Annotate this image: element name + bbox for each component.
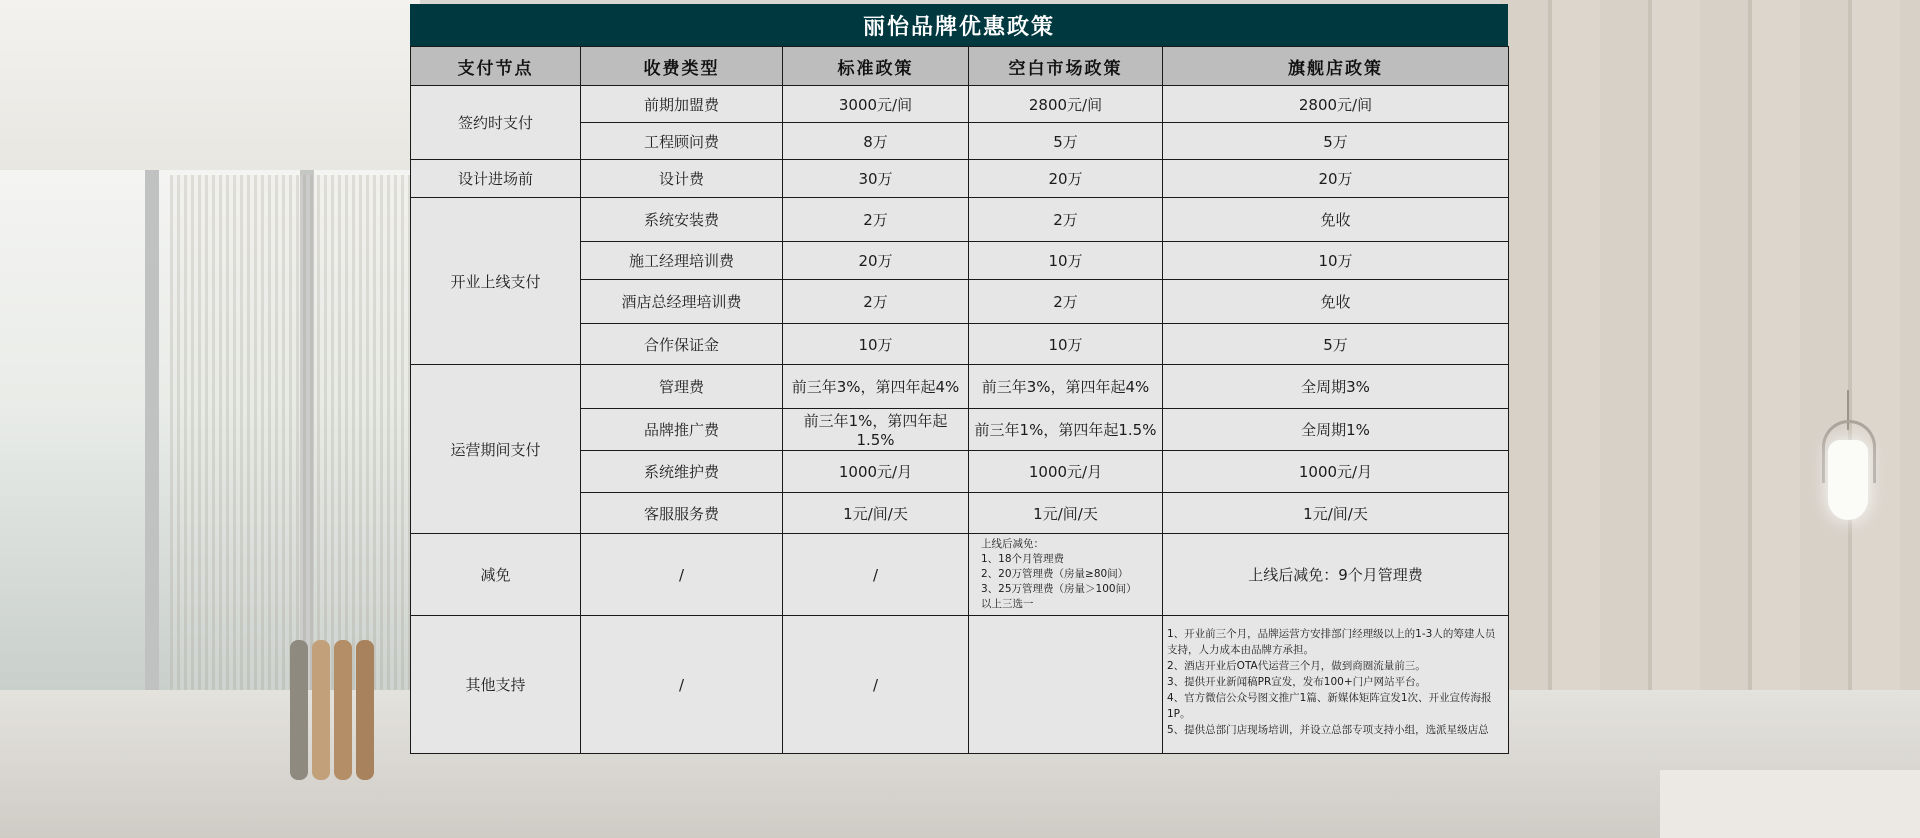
background-chair: [334, 640, 352, 780]
flagship-cell: 10万: [1163, 242, 1509, 280]
standard-cell: 10万: [783, 324, 969, 365]
flagship-cell: 全周期1%: [1163, 409, 1509, 451]
standard-cell: 30万: [783, 160, 969, 198]
standard-cell: 2万: [783, 280, 969, 324]
flagship-cell: 全周期3%: [1163, 365, 1509, 409]
blank-market-cell: 前三年1%，第四年起1.5%: [969, 409, 1163, 451]
background-chair: [356, 640, 374, 780]
blank-market-cell: 10万: [969, 242, 1163, 280]
fee-type-cell: 施工经理培训费: [581, 242, 783, 280]
payment-node-cell: 设计进场前: [411, 160, 581, 198]
fee-type-cell: 客服服务费: [581, 493, 783, 534]
standard-cell: 前三年3%，第四年起4%: [783, 365, 969, 409]
table-row-other-support: [411, 616, 1509, 754]
standard-cell: 20万: [783, 242, 969, 280]
background-cabinet: [1660, 770, 1920, 838]
header-flagship-policy: 旗舰店政策: [1163, 47, 1509, 86]
flagship-cell: 20万: [1163, 160, 1509, 198]
blank-market-cell: 20万: [969, 160, 1163, 198]
payment-node-cell: 运营期间支付: [411, 365, 581, 534]
fee-type-cell: 设计费: [581, 160, 783, 198]
flagship-cell: 1000元/月: [1163, 451, 1509, 493]
table-row: [411, 86, 1509, 123]
standard-cell: 3000元/间: [783, 86, 969, 123]
blank-market-cell: 前三年3%，第四年起4%: [969, 365, 1163, 409]
fee-type-cell: /: [581, 616, 783, 754]
lamp-glass: [1828, 440, 1868, 520]
header-payment-node: 支付节点: [411, 47, 581, 86]
flagship-cell: 2800元/间: [1163, 86, 1509, 123]
standard-cell: /: [783, 616, 969, 754]
header-blank-market-policy: 空白市场政策: [969, 47, 1163, 86]
flagship-support-cell: [1163, 616, 1509, 754]
reduction-line: 1、18个月管理费: [981, 553, 1065, 565]
policy-document: [410, 4, 1508, 754]
fee-type-cell: 品牌推广费: [581, 409, 783, 451]
reduction-line: 上线后减免：: [981, 538, 1044, 550]
fee-type-cell: /: [581, 534, 783, 616]
payment-node-cell: 开业上线支付: [411, 198, 581, 365]
blank-market-cell: 2800元/间: [969, 86, 1163, 123]
table-row: [411, 365, 1509, 409]
reduction-line: 以上三选一: [981, 598, 1034, 610]
payment-node-cell: 其他支持: [411, 616, 581, 754]
blank-market-cell: 1000元/月: [969, 451, 1163, 493]
table-row: [411, 160, 1509, 198]
fee-type-cell: 管理费: [581, 365, 783, 409]
background-pendant-lamp: [1822, 420, 1874, 540]
flagship-cell: 1元/间/天: [1163, 493, 1509, 534]
flagship-reduction-cell: 上线后减免：9个月管理费: [1163, 534, 1509, 616]
flagship-cell: 5万: [1163, 123, 1509, 160]
fee-type-cell: 工程顾问费: [581, 123, 783, 160]
payment-node-cell: 减免: [411, 534, 581, 616]
support-line: 5、提供总部门店现场培训，并设立总部专项支持小组，选派星级店总: [1167, 724, 1489, 736]
fee-type-cell: 系统维护费: [581, 451, 783, 493]
flagship-cell: 免收: [1163, 280, 1509, 324]
blank-market-cell: 1元/间/天: [969, 493, 1163, 534]
standard-cell: /: [783, 534, 969, 616]
payment-node-cell: 签约时支付: [411, 86, 581, 160]
header-standard-policy: 标准政策: [783, 47, 969, 86]
fee-type-cell: 前期加盟费: [581, 86, 783, 123]
blank-market-cell: 5万: [969, 123, 1163, 160]
reduction-line: 2、20万管理费（房量≥80间）: [981, 568, 1129, 580]
table-header-row: [411, 47, 1509, 86]
support-line: 1、开业前三个月，品牌运营方安排部门经理级以上的1-3人的筹建人员支持，人力成本由品牌方承担。: [1167, 628, 1496, 656]
fee-type-cell: 系统安装费: [581, 198, 783, 242]
standard-cell: 1000元/月: [783, 451, 969, 493]
policy-table: [410, 46, 1509, 754]
standard-cell: 1元/间/天: [783, 493, 969, 534]
blank-market-reduction-cell: [969, 534, 1163, 616]
standard-cell: 2万: [783, 198, 969, 242]
document-title: 丽怡品牌优惠政策: [410, 4, 1508, 46]
reduction-line: 3、25万管理费（房量＞100间）: [981, 583, 1137, 595]
background-chair: [290, 640, 308, 780]
background-ceiling: [0, 0, 420, 180]
table-row: [411, 198, 1509, 242]
flagship-cell: 免收: [1163, 198, 1509, 242]
standard-cell: 8万: [783, 123, 969, 160]
header-fee-type: 收费类型: [581, 47, 783, 86]
standard-cell: 前三年1%，第四年起1.5%: [783, 409, 969, 451]
blank-market-cell: 2万: [969, 280, 1163, 324]
table-row-reduction: [411, 534, 1509, 616]
fee-type-cell: 酒店总经理培训费: [581, 280, 783, 324]
support-line: 2、酒店开业后OTA代运营三个月，做到商圈流量前三。: [1167, 660, 1426, 672]
blank-market-cell: 10万: [969, 324, 1163, 365]
fee-type-cell: 合作保证金: [581, 324, 783, 365]
background-chair: [312, 640, 330, 780]
flagship-cell: 5万: [1163, 324, 1509, 365]
support-line: 3、提供开业新闻稿PR宣发，发布100+门户网站平台。: [1167, 676, 1427, 688]
blank-market-cell: [969, 616, 1163, 754]
blank-market-cell: 2万: [969, 198, 1163, 242]
support-line: 4、官方微信公众号图文推广1篇、新媒体矩阵宣发1次、开业宣传海报1P。: [1167, 692, 1492, 720]
